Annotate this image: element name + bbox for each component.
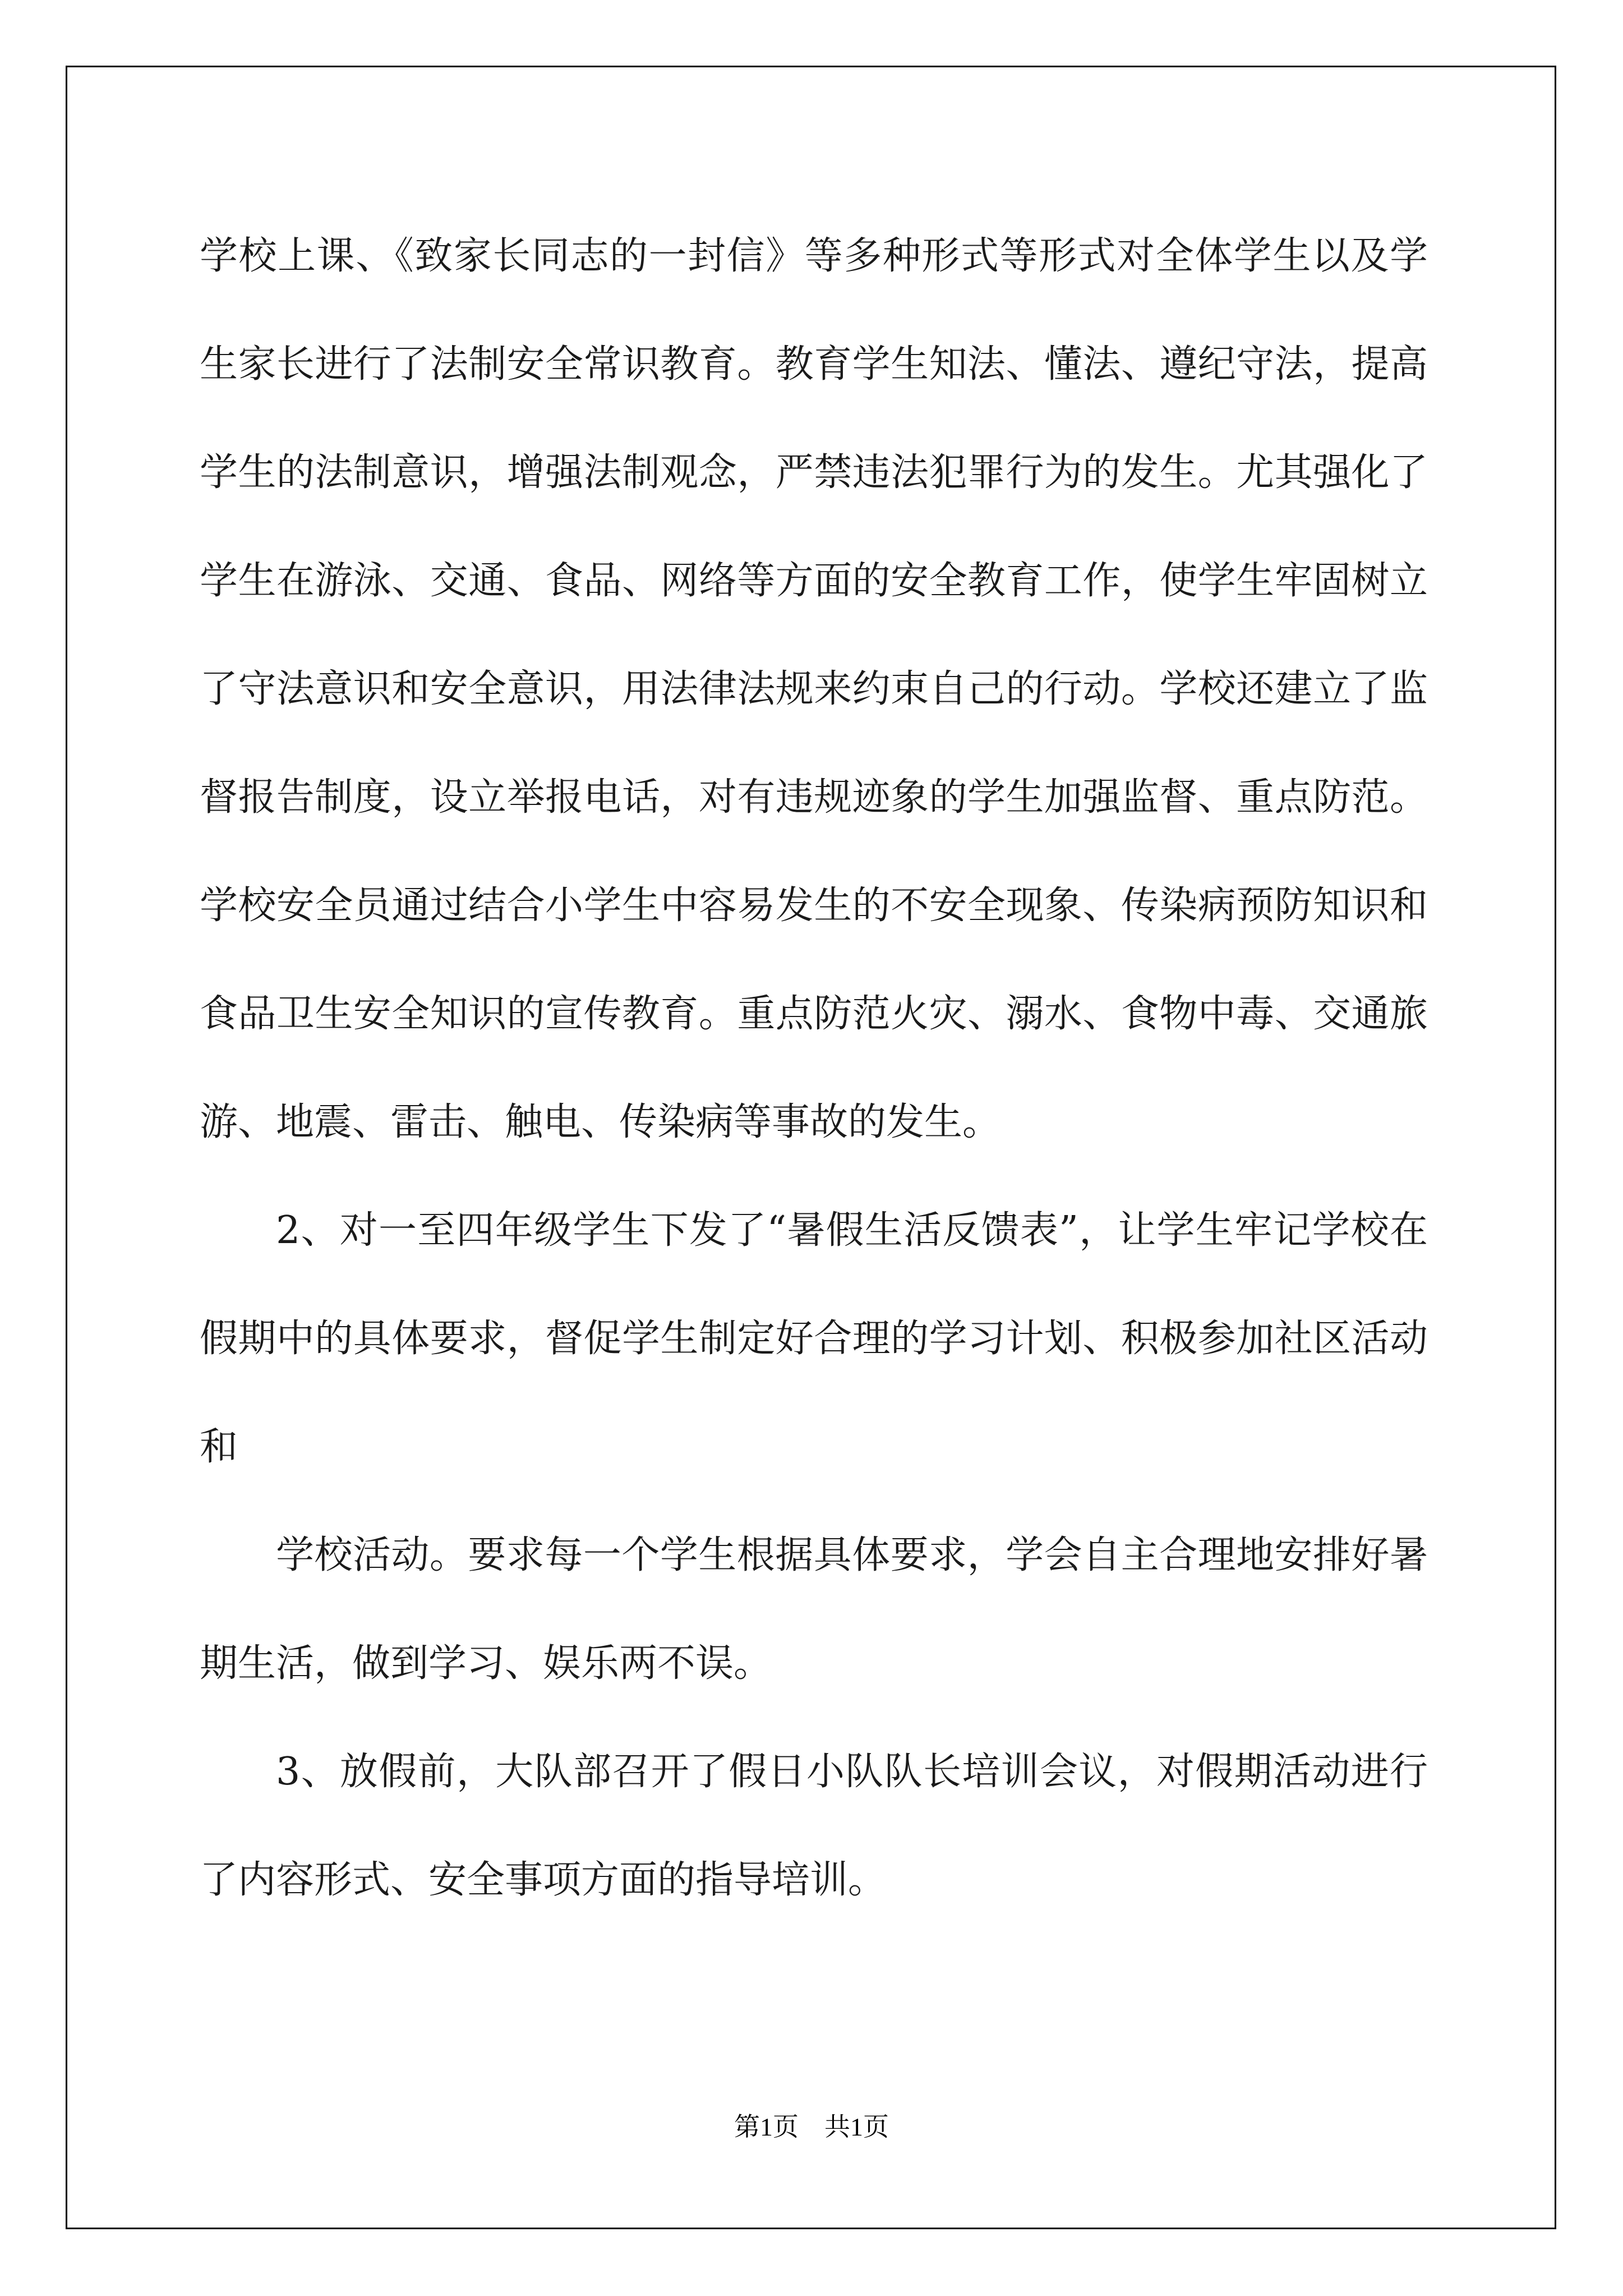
document-body <box>200 202 1428 1934</box>
page-number-total: 共1页 <box>824 2113 889 2141</box>
paragraph-3: 学校活动。要求每一个学生根据具体要求，学会自主合理地安排好暑期生活，做到学习、娱乐两不误。 <box>200 1533 1428 1686</box>
paragraph-1: 学校上课、《致家长同志的一封信》等多种形式等形式对全体学生以及学生家长进行了法制安全常识教育。教育学生知法、懂法、遵纪守法，提高学生的法制意识，增强法制观念，严禁违法犯罪行为的发生。尤其强化了学生在游泳、交通、食品、网络等方面的安全教育工作，使学生牢固树立了守法意识和安全意识，用法律法规来约束自己的行动。学校还建立了监督报告制度，设立举报电话，对有违规迹象的学生加强监督、重点防范。学校安全员通过结合小学生中容易发生的不安全现象、传染病预防知识和食品卫生安全知识的宣传教育。重点防范火灾、溺水、食物中毒、交通旅游、地震、雷击、触电、传染病等事故的发生。 <box>200 234 1428 1144</box>
paragraph-4: 3、放假前，大队部召开了假日小队队长培训会议，对假期活动进行了内容形式、安全事项方面的指导培训。 <box>200 1750 1428 1902</box>
page-footer <box>0 2106 1623 2143</box>
paragraph-2: 2、对一至四年级学生下发了“暑假生活反馈表”，让学生牢记学校在假期中的具体要求，督促学生制定好合理的学习计划、积极参加社区活动和 <box>200 1208 1428 1469</box>
page-number-current: 第1页 <box>734 2113 799 2141</box>
